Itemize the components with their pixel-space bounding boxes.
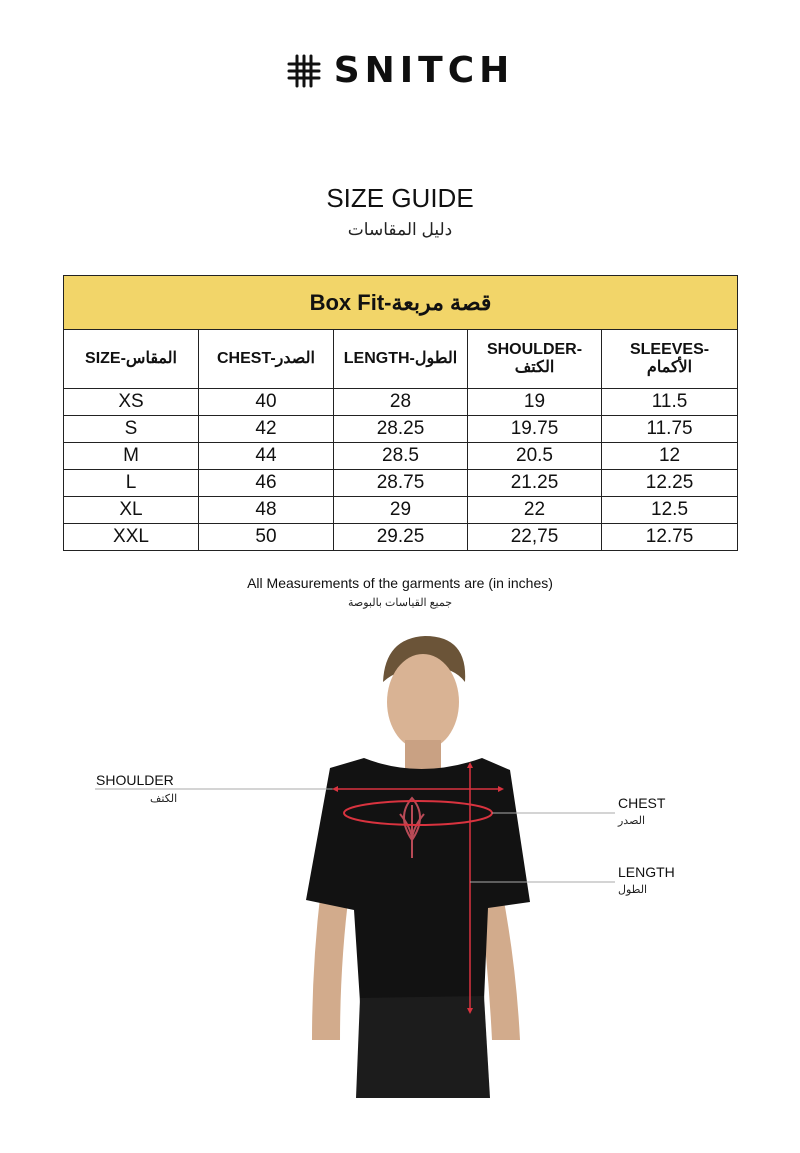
column-header-ar: الكتف	[514, 359, 555, 376]
table-cell: XS	[64, 389, 199, 416]
table-cell: 46	[199, 470, 334, 497]
model-neck	[405, 740, 441, 770]
table-cell: XL	[64, 497, 199, 524]
column-header-en: CHEST-	[217, 350, 276, 367]
column-header-ar: الأكمام	[646, 359, 693, 376]
brand-header	[0, 50, 800, 91]
brand-name: SNITCH	[333, 50, 515, 91]
table-cell: 20.5	[468, 443, 602, 470]
table-row	[64, 524, 738, 551]
column-header	[468, 330, 602, 389]
chest-label: CHEST	[618, 795, 666, 811]
column-header-en: LENGTH-	[343, 350, 415, 367]
table-cell: L	[64, 470, 199, 497]
table-row	[64, 497, 738, 524]
size-table	[63, 275, 738, 551]
fit-title: Box Fit-قصة مربعة	[64, 276, 738, 330]
column-header-ar: الصدر	[275, 350, 315, 367]
page-title: SIZE GUIDE	[326, 183, 474, 213]
model-illustration	[0, 630, 800, 1148]
table-cell: 19	[468, 389, 602, 416]
table-row	[64, 389, 738, 416]
column-header	[602, 330, 738, 389]
table-cell: M	[64, 443, 199, 470]
table-cell: 29	[334, 497, 468, 524]
table-cell: 50	[199, 524, 334, 551]
table-cell: 42	[199, 416, 334, 443]
table-cell: 12.75	[602, 524, 738, 551]
page-title-arabic: دليل المقاسات	[347, 220, 453, 239]
column-header	[334, 330, 468, 389]
table-cell: 28	[334, 389, 468, 416]
measurement-note-arabic: جميع القياسات بالبوصة	[347, 597, 453, 609]
shoulder-label: SHOULDER	[96, 772, 174, 788]
table-cell: 44	[199, 443, 334, 470]
table-cell: 40	[199, 389, 334, 416]
column-header-en: SIZE-	[85, 350, 126, 367]
table-cell: 12.5	[602, 497, 738, 524]
column-header	[199, 330, 334, 389]
table-cell: S	[64, 416, 199, 443]
column-header-ar: الطول	[414, 350, 458, 367]
model-head	[387, 654, 459, 750]
table-cell: 19.75	[468, 416, 602, 443]
table-cell: 28.75	[334, 470, 468, 497]
table-cell: 29.25	[334, 524, 468, 551]
table-cell: 12	[602, 443, 738, 470]
table-cell: 11.5	[602, 389, 738, 416]
table-row	[64, 470, 738, 497]
table-cell: 22	[468, 497, 602, 524]
table-cell: 48	[199, 497, 334, 524]
table-cell: 28.25	[334, 416, 468, 443]
chest-label-arabic: الصدر	[618, 815, 646, 827]
model-figure	[0, 630, 800, 1148]
table-cell: XXL	[64, 524, 199, 551]
table-cell: 22,75	[468, 524, 602, 551]
table-cell: 28.5	[334, 443, 468, 470]
measurement-note: All Measurements of the garments are (in inches)	[247, 575, 553, 591]
shoulder-label-arabic: الكتف	[150, 793, 178, 805]
table-row	[64, 443, 738, 470]
table-row	[64, 416, 738, 443]
table-cell: 12.25	[602, 470, 738, 497]
table-cell: 11.75	[602, 416, 738, 443]
length-label: LENGTH	[618, 864, 675, 880]
length-label-arabic: الطول	[618, 884, 648, 896]
column-header-en: SHOULDER-	[486, 341, 583, 358]
column-header	[64, 330, 199, 389]
column-header-ar: المقاس	[125, 350, 177, 367]
table-cell: 21.25	[468, 470, 602, 497]
hash-grid-icon	[286, 53, 322, 89]
column-header-en: SLEEVES-	[629, 341, 710, 358]
